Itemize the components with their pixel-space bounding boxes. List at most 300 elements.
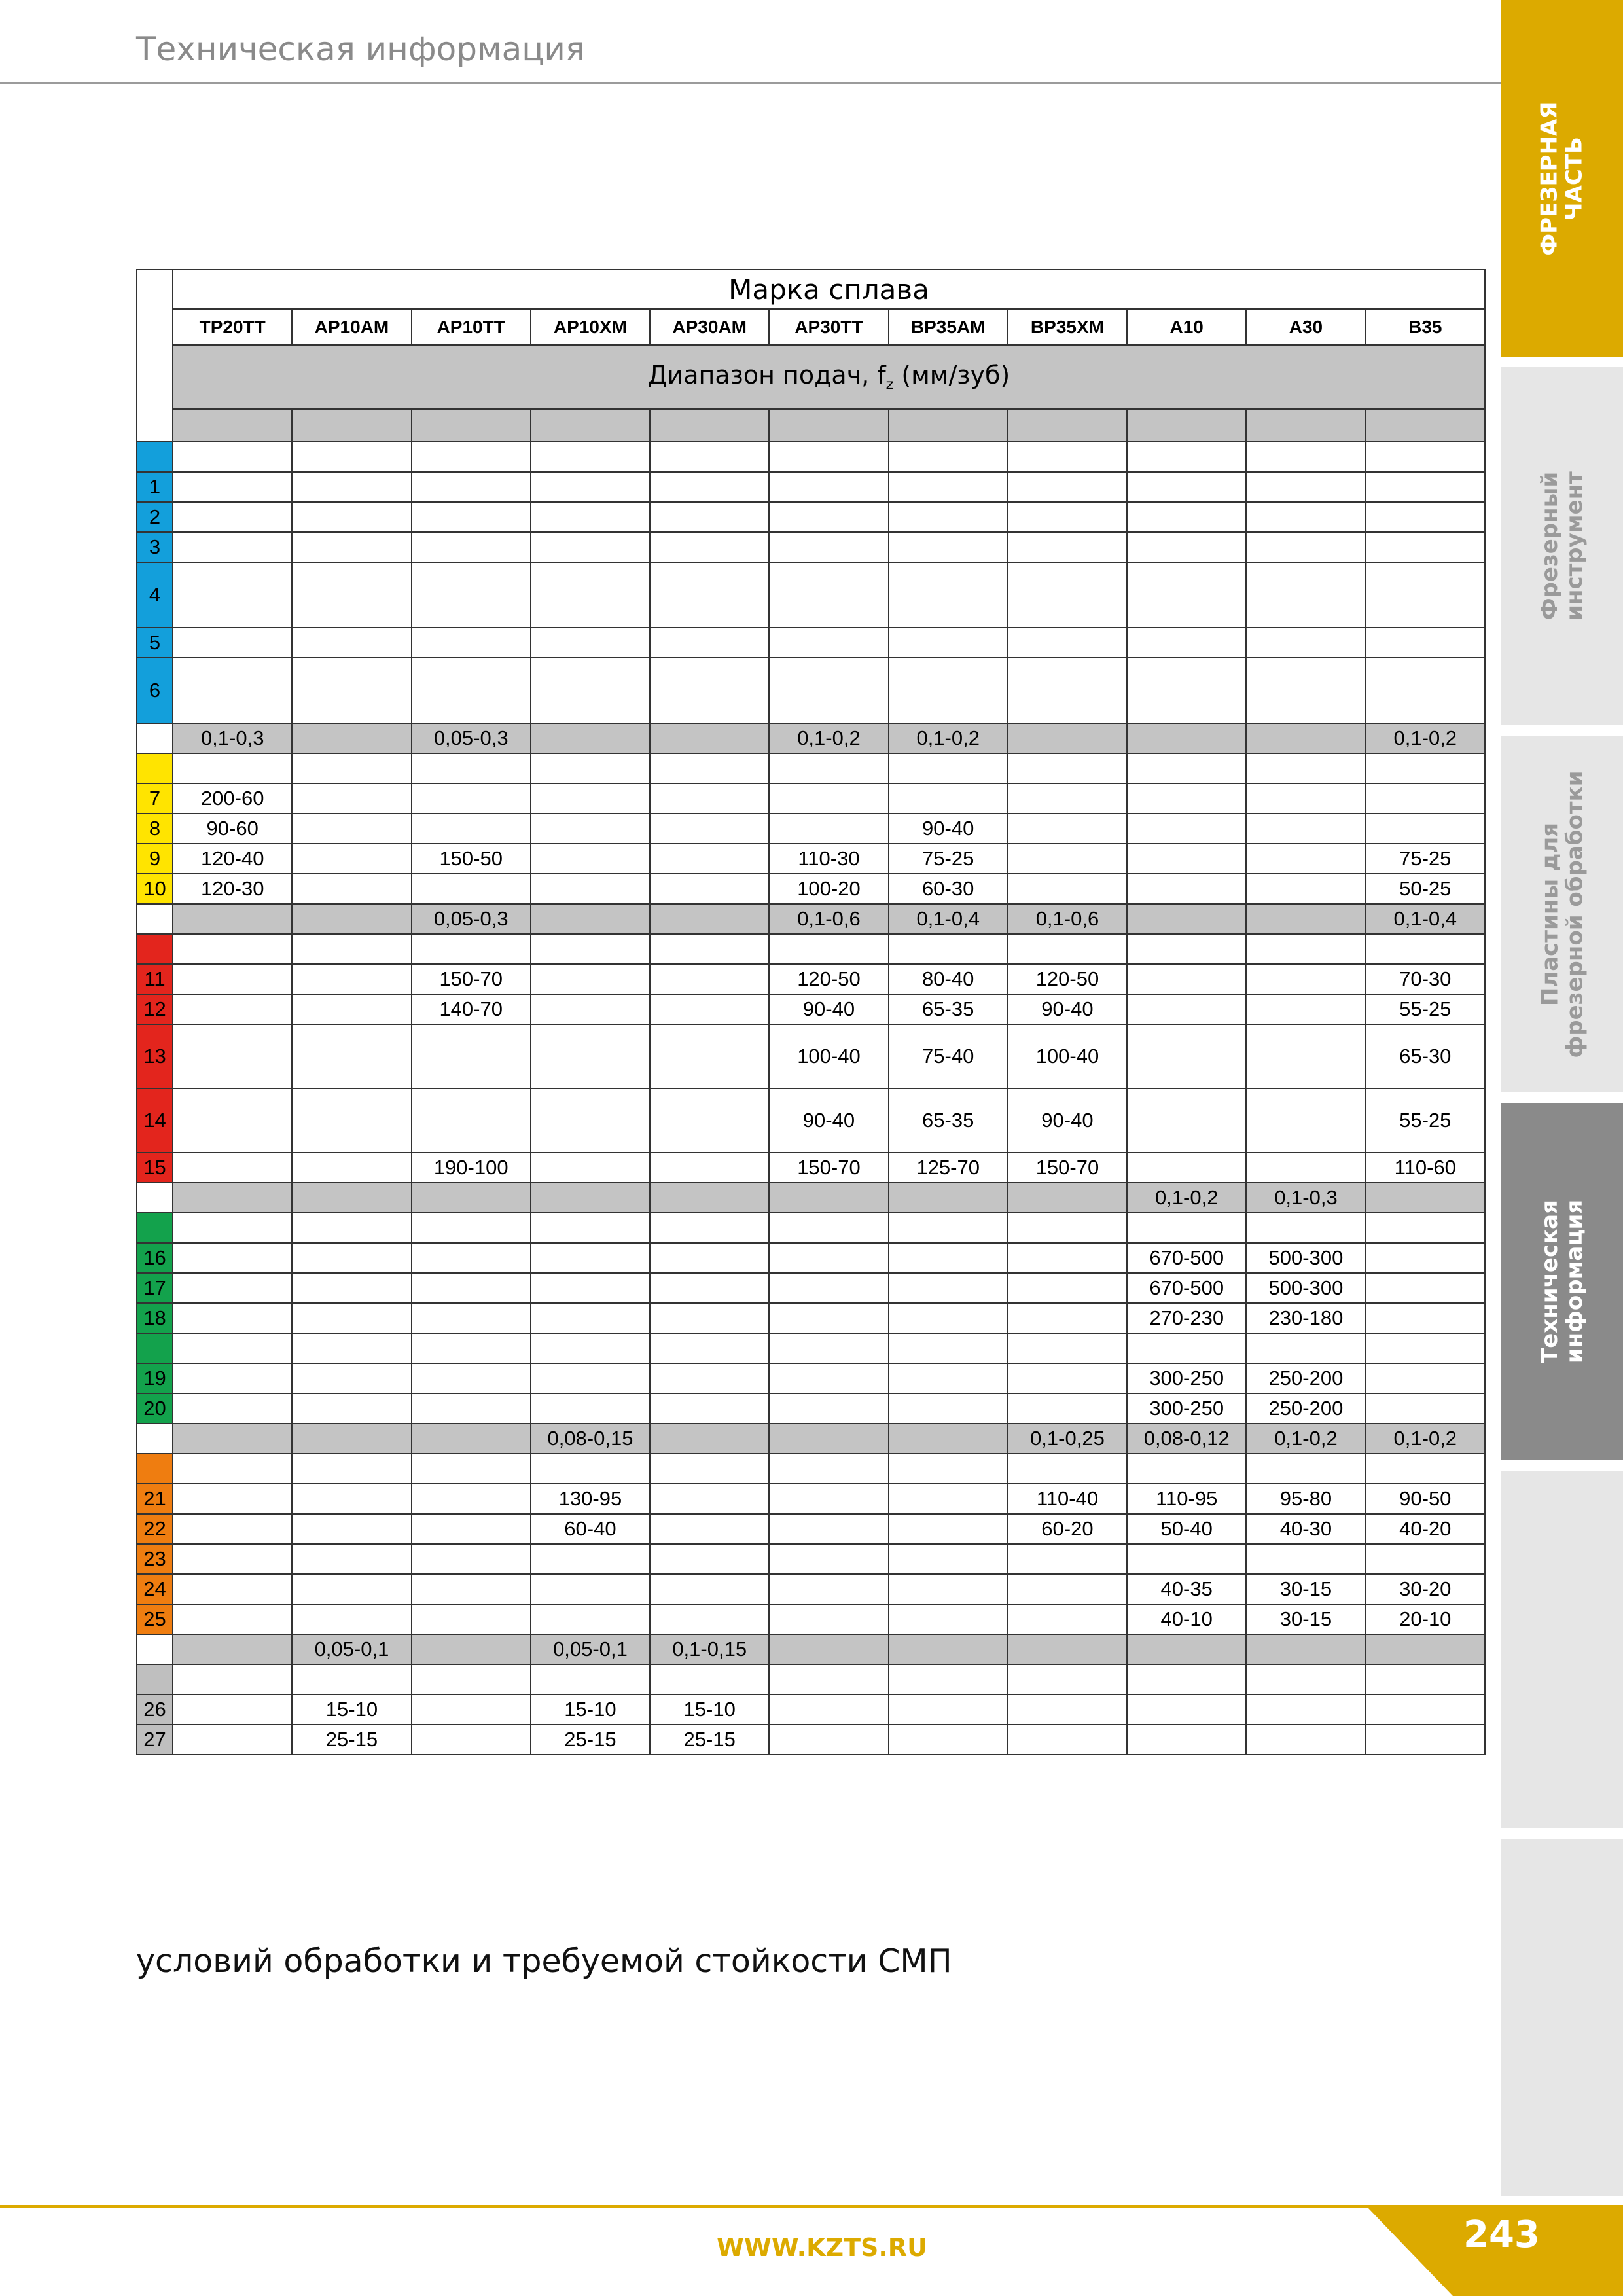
value-cell: 150-70 bbox=[769, 1153, 888, 1183]
range-row-marker bbox=[137, 723, 173, 753]
value-cell bbox=[1366, 1243, 1485, 1273]
table-row bbox=[137, 1273, 1485, 1303]
value-cell bbox=[1127, 844, 1246, 874]
footer-divider bbox=[0, 2205, 1623, 2208]
feed-range-cell: 0,1-0,2 bbox=[1366, 723, 1485, 753]
value-cell bbox=[173, 1363, 292, 1393]
value-cell bbox=[1008, 844, 1127, 874]
side-tab-milling-tools[interactable] bbox=[1501, 367, 1623, 725]
header-divider bbox=[0, 82, 1501, 84]
empty-cell bbox=[531, 442, 650, 472]
value-cell: 25-15 bbox=[650, 1725, 769, 1755]
row-number: 15 bbox=[137, 1153, 173, 1183]
subtitle-subscript: z bbox=[885, 376, 894, 393]
value-cell bbox=[412, 1363, 531, 1393]
feed-range-cell bbox=[173, 1424, 292, 1454]
value-cell bbox=[1008, 814, 1127, 844]
value-cell bbox=[1366, 472, 1485, 502]
value-cell bbox=[650, 1393, 769, 1424]
value-cell bbox=[1008, 1604, 1127, 1634]
table-row bbox=[137, 814, 1485, 844]
column-header: А10 bbox=[1127, 309, 1246, 345]
empty-cell bbox=[769, 753, 888, 783]
row-number: 20 bbox=[137, 1393, 173, 1424]
empty-cell bbox=[412, 753, 531, 783]
feed-range-cell: 0,05-0,1 bbox=[292, 1634, 411, 1664]
side-tab-milling-part[interactable] bbox=[1501, 0, 1623, 357]
table-row bbox=[137, 1243, 1485, 1273]
value-cell bbox=[1246, 472, 1365, 502]
empty-cell bbox=[531, 1664, 650, 1695]
empty-cell bbox=[412, 1454, 531, 1484]
spacer-row bbox=[137, 934, 1485, 964]
value-cell bbox=[650, 1514, 769, 1544]
page-header-title: Техническая информация bbox=[136, 30, 585, 68]
empty-cell bbox=[173, 1454, 292, 1484]
value-cell bbox=[769, 1695, 888, 1725]
value-cell bbox=[1127, 532, 1246, 562]
value-cell bbox=[769, 1303, 888, 1333]
subtitle-text: Диапазон подач, f bbox=[647, 361, 886, 390]
value-cell bbox=[173, 994, 292, 1024]
separator-cell bbox=[292, 409, 411, 442]
value-cell bbox=[889, 1484, 1008, 1514]
separator-cell bbox=[1366, 409, 1485, 442]
table-subtitle bbox=[173, 345, 1485, 409]
value-cell bbox=[412, 874, 531, 904]
empty-cell bbox=[1008, 1333, 1127, 1363]
feed-range-cell: 0,08-0,15 bbox=[531, 1424, 650, 1454]
empty-cell bbox=[1246, 753, 1365, 783]
empty-cell bbox=[531, 934, 650, 964]
value-cell: 90-40 bbox=[889, 814, 1008, 844]
table-row bbox=[137, 628, 1485, 658]
feed-range-cell: 0,1-0,2 bbox=[769, 723, 888, 753]
feed-range-cell: 0,1-0,2 bbox=[1127, 1183, 1246, 1213]
value-cell bbox=[531, 628, 650, 658]
row-number: 9 bbox=[137, 844, 173, 874]
feed-range-cell bbox=[769, 1634, 888, 1664]
value-cell bbox=[412, 783, 531, 814]
empty-cell bbox=[292, 1664, 411, 1695]
value-cell: 80-40 bbox=[889, 964, 1008, 994]
table-row bbox=[137, 1725, 1485, 1755]
empty-cell bbox=[173, 1213, 292, 1243]
value-cell bbox=[1366, 1273, 1485, 1303]
empty-cell bbox=[650, 1664, 769, 1695]
empty-cell bbox=[889, 442, 1008, 472]
value-cell bbox=[531, 1243, 650, 1273]
value-cell bbox=[1127, 964, 1246, 994]
value-cell bbox=[1246, 1024, 1365, 1088]
feed-range-row bbox=[137, 1634, 1485, 1664]
value-cell bbox=[1127, 874, 1246, 904]
empty-cell bbox=[1008, 753, 1127, 783]
empty-cell bbox=[1008, 442, 1127, 472]
empty-cell bbox=[292, 753, 411, 783]
empty-cell bbox=[412, 1213, 531, 1243]
empty-cell bbox=[650, 442, 769, 472]
side-tab-inserts[interactable] bbox=[1501, 736, 1623, 1092]
page-number: 243 bbox=[1463, 2214, 1540, 2256]
table-row bbox=[137, 874, 1485, 904]
value-cell bbox=[650, 628, 769, 658]
value-cell: 150-50 bbox=[412, 844, 531, 874]
empty-cell bbox=[889, 934, 1008, 964]
empty-cell bbox=[1127, 753, 1246, 783]
table-row bbox=[137, 1303, 1485, 1333]
value-cell bbox=[531, 562, 650, 628]
row-number: 16 bbox=[137, 1243, 173, 1273]
empty-cell bbox=[412, 442, 531, 472]
value-cell: 250-200 bbox=[1246, 1393, 1365, 1424]
value-cell bbox=[769, 1574, 888, 1604]
value-cell: 90-40 bbox=[769, 994, 888, 1024]
value-cell: 100-40 bbox=[1008, 1024, 1127, 1088]
value-cell bbox=[412, 562, 531, 628]
feed-range-cell bbox=[173, 904, 292, 934]
value-cell: 300-250 bbox=[1127, 1393, 1246, 1424]
feed-range-cell bbox=[769, 1183, 888, 1213]
table-row bbox=[137, 1393, 1485, 1424]
value-cell: 55-25 bbox=[1366, 994, 1485, 1024]
table-row bbox=[137, 994, 1485, 1024]
row-number: 17 bbox=[137, 1273, 173, 1303]
row-number: 7 bbox=[137, 783, 173, 814]
feed-range-cell bbox=[412, 1183, 531, 1213]
value-cell bbox=[1008, 874, 1127, 904]
value-cell bbox=[889, 472, 1008, 502]
value-cell: 90-40 bbox=[769, 1088, 888, 1153]
empty-cell bbox=[1246, 1213, 1365, 1243]
feed-range-cell bbox=[531, 1183, 650, 1213]
value-cell bbox=[292, 1363, 411, 1393]
feed-rate-table-container bbox=[136, 269, 1486, 1807]
value-cell bbox=[1008, 472, 1127, 502]
value-cell bbox=[531, 1303, 650, 1333]
value-cell: 65-30 bbox=[1366, 1024, 1485, 1088]
column-header: АР10ТТ bbox=[412, 309, 531, 345]
value-cell bbox=[412, 628, 531, 658]
value-cell: 120-50 bbox=[1008, 964, 1127, 994]
value-cell bbox=[1127, 994, 1246, 1024]
value-cell bbox=[173, 1514, 292, 1544]
feed-range-row bbox=[137, 1424, 1485, 1454]
value-cell bbox=[1246, 562, 1365, 628]
value-cell bbox=[173, 472, 292, 502]
value-cell bbox=[650, 1484, 769, 1514]
value-cell bbox=[531, 1363, 650, 1393]
table-row bbox=[137, 1574, 1485, 1604]
spacer-row bbox=[137, 442, 1485, 472]
feed-range-cell: 0,08-0,12 bbox=[1127, 1424, 1246, 1454]
value-cell bbox=[769, 562, 888, 628]
empty-cell bbox=[173, 442, 292, 472]
empty-cell bbox=[769, 442, 888, 472]
value-cell: 670-500 bbox=[1127, 1273, 1246, 1303]
value-cell: 190-100 bbox=[412, 1153, 531, 1183]
value-cell bbox=[650, 1363, 769, 1393]
value-cell bbox=[889, 1243, 1008, 1273]
value-cell bbox=[650, 1273, 769, 1303]
empty-cell bbox=[1366, 934, 1485, 964]
value-cell bbox=[292, 1544, 411, 1574]
feed-range-cell bbox=[412, 1634, 531, 1664]
side-tab-empty[interactable] bbox=[1501, 1471, 1623, 1828]
row-number: 21 bbox=[137, 1484, 173, 1514]
empty-cell bbox=[173, 1664, 292, 1695]
value-cell: 90-50 bbox=[1366, 1484, 1485, 1514]
empty-cell bbox=[889, 1213, 1008, 1243]
value-cell bbox=[1127, 783, 1246, 814]
value-cell bbox=[1008, 1544, 1127, 1574]
value-cell bbox=[292, 964, 411, 994]
empty-cell bbox=[1366, 442, 1485, 472]
value-cell bbox=[292, 1604, 411, 1634]
value-cell bbox=[1366, 1544, 1485, 1574]
value-cell bbox=[1127, 1725, 1246, 1755]
value-cell bbox=[1008, 1303, 1127, 1333]
feed-range-cell bbox=[650, 904, 769, 934]
value-cell bbox=[889, 628, 1008, 658]
value-cell bbox=[1366, 1363, 1485, 1393]
value-cell bbox=[292, 844, 411, 874]
empty-cell bbox=[889, 1333, 1008, 1363]
value-cell bbox=[1366, 783, 1485, 814]
value-cell: 110-60 bbox=[1366, 1153, 1485, 1183]
feed-range-cell bbox=[1366, 1183, 1485, 1213]
value-cell bbox=[889, 1725, 1008, 1755]
value-cell bbox=[1246, 628, 1365, 658]
value-cell bbox=[173, 1393, 292, 1424]
table-row bbox=[137, 1514, 1485, 1544]
table-row bbox=[137, 1153, 1485, 1183]
value-cell bbox=[650, 1544, 769, 1574]
value-cell bbox=[412, 1514, 531, 1544]
value-cell bbox=[173, 964, 292, 994]
value-cell: 95-80 bbox=[1246, 1484, 1365, 1514]
value-cell bbox=[769, 1363, 888, 1393]
separator-cell bbox=[1008, 409, 1127, 442]
empty-cell bbox=[1008, 1213, 1127, 1243]
feed-range-cell: 0,1-0,15 bbox=[650, 1634, 769, 1664]
value-cell bbox=[1366, 1695, 1485, 1725]
value-cell bbox=[292, 1024, 411, 1088]
side-tab-empty[interactable] bbox=[1501, 1839, 1623, 2196]
value-cell: 30-15 bbox=[1246, 1574, 1365, 1604]
value-cell bbox=[769, 1393, 888, 1424]
value-cell bbox=[173, 1024, 292, 1088]
value-cell bbox=[292, 874, 411, 904]
side-tab-technical-info[interactable] bbox=[1501, 1103, 1623, 1460]
table-row bbox=[137, 1088, 1485, 1153]
value-cell: 110-30 bbox=[769, 844, 888, 874]
value-cell: 230-180 bbox=[1246, 1303, 1365, 1333]
separator-cell bbox=[412, 409, 531, 442]
value-cell: 75-40 bbox=[889, 1024, 1008, 1088]
row-number: 13 bbox=[137, 1024, 173, 1088]
empty-cell bbox=[531, 753, 650, 783]
value-cell: 150-70 bbox=[412, 964, 531, 994]
value-cell bbox=[292, 562, 411, 628]
value-cell bbox=[1246, 964, 1365, 994]
value-cell bbox=[412, 1695, 531, 1725]
row-number-header bbox=[137, 270, 173, 442]
value-cell bbox=[769, 472, 888, 502]
value-cell: 250-200 bbox=[1246, 1363, 1365, 1393]
value-cell bbox=[1127, 562, 1246, 628]
table-row bbox=[137, 658, 1485, 723]
feed-range-row bbox=[137, 1183, 1485, 1213]
empty-cell bbox=[1366, 753, 1485, 783]
value-cell: 300-250 bbox=[1127, 1363, 1246, 1393]
table-row bbox=[137, 1363, 1485, 1393]
value-cell bbox=[1008, 628, 1127, 658]
empty-cell bbox=[1127, 1664, 1246, 1695]
value-cell bbox=[531, 994, 650, 1024]
value-cell bbox=[1127, 1024, 1246, 1088]
empty-cell bbox=[650, 1213, 769, 1243]
feed-range-cell: 0,1-0,25 bbox=[1008, 1424, 1127, 1454]
separator-cell bbox=[531, 409, 650, 442]
spacer-row bbox=[137, 1454, 1485, 1484]
feed-range-cell: 0,1-0,2 bbox=[889, 723, 1008, 753]
value-cell: 200-60 bbox=[173, 783, 292, 814]
empty-cell bbox=[1366, 1333, 1485, 1363]
value-cell bbox=[769, 532, 888, 562]
value-cell: 75-25 bbox=[889, 844, 1008, 874]
value-cell bbox=[531, 532, 650, 562]
empty-cell bbox=[531, 1454, 650, 1484]
value-cell bbox=[531, 502, 650, 532]
value-cell bbox=[412, 1574, 531, 1604]
value-cell bbox=[1008, 1695, 1127, 1725]
row-number: 4 bbox=[137, 562, 173, 628]
row-number: 12 bbox=[137, 994, 173, 1024]
header-separator-row bbox=[137, 409, 1485, 442]
value-cell bbox=[412, 1604, 531, 1634]
empty-cell bbox=[412, 1333, 531, 1363]
row-number: 19 bbox=[137, 1363, 173, 1393]
value-cell bbox=[889, 562, 1008, 628]
value-cell bbox=[889, 1695, 1008, 1725]
value-cell bbox=[173, 1243, 292, 1273]
footer-website-link[interactable]: WWW.KZTS.RU bbox=[717, 2233, 927, 2262]
value-cell bbox=[1366, 658, 1485, 723]
value-cell bbox=[650, 844, 769, 874]
empty-cell bbox=[1127, 934, 1246, 964]
value-cell bbox=[412, 1725, 531, 1755]
value-cell bbox=[889, 1544, 1008, 1574]
value-cell bbox=[650, 1024, 769, 1088]
value-cell bbox=[1246, 844, 1365, 874]
value-cell bbox=[1127, 1153, 1246, 1183]
value-cell bbox=[531, 1273, 650, 1303]
value-cell bbox=[650, 1574, 769, 1604]
feed-range-cell bbox=[889, 1183, 1008, 1213]
row-number: 23 bbox=[137, 1544, 173, 1574]
value-cell bbox=[412, 1393, 531, 1424]
value-cell: 670-500 bbox=[1127, 1243, 1246, 1273]
range-row-marker bbox=[137, 1634, 173, 1664]
feed-range-cell bbox=[1008, 723, 1127, 753]
value-cell bbox=[1008, 1725, 1127, 1755]
feed-range-cell bbox=[889, 1424, 1008, 1454]
table-row bbox=[137, 964, 1485, 994]
table-row bbox=[137, 502, 1485, 532]
feed-range-row bbox=[137, 904, 1485, 934]
separator-cell bbox=[889, 409, 1008, 442]
row-number: 5 bbox=[137, 628, 173, 658]
value-cell bbox=[889, 502, 1008, 532]
value-cell: 140-70 bbox=[412, 994, 531, 1024]
feed-range-cell bbox=[650, 1183, 769, 1213]
value-cell bbox=[173, 1725, 292, 1755]
value-cell bbox=[1366, 1393, 1485, 1424]
value-cell bbox=[412, 532, 531, 562]
row-number: 27 bbox=[137, 1725, 173, 1755]
column-header: АР10АМ bbox=[292, 309, 411, 345]
row-number: 6 bbox=[137, 658, 173, 723]
empty-cell bbox=[173, 934, 292, 964]
value-cell: 90-40 bbox=[1008, 994, 1127, 1024]
value-cell bbox=[769, 783, 888, 814]
value-cell bbox=[173, 1574, 292, 1604]
value-cell bbox=[650, 1604, 769, 1634]
group-color-cell bbox=[137, 442, 173, 472]
value-cell bbox=[292, 1484, 411, 1514]
table-subtitle-row bbox=[137, 345, 1485, 409]
empty-cell bbox=[769, 1664, 888, 1695]
value-cell bbox=[650, 1088, 769, 1153]
table-row bbox=[137, 783, 1485, 814]
row-number: 1 bbox=[137, 472, 173, 502]
empty-cell bbox=[1246, 1664, 1365, 1695]
value-cell bbox=[292, 1153, 411, 1183]
value-cell bbox=[531, 1088, 650, 1153]
feed-range-cell: 0,1-0,6 bbox=[1008, 904, 1127, 934]
empty-cell bbox=[650, 1333, 769, 1363]
value-cell bbox=[292, 783, 411, 814]
feed-range-cell: 0,1-0,6 bbox=[769, 904, 888, 934]
value-cell bbox=[531, 964, 650, 994]
feed-range-cell bbox=[531, 723, 650, 753]
value-cell bbox=[292, 502, 411, 532]
value-cell bbox=[1366, 502, 1485, 532]
table-row bbox=[137, 562, 1485, 628]
value-cell bbox=[889, 1303, 1008, 1333]
feed-range-cell: 0,1-0,3 bbox=[1246, 1183, 1365, 1213]
value-cell bbox=[1008, 783, 1127, 814]
value-cell: 125-70 bbox=[889, 1153, 1008, 1183]
value-cell bbox=[1246, 874, 1365, 904]
value-cell: 110-95 bbox=[1127, 1484, 1246, 1514]
empty-cell bbox=[1127, 442, 1246, 472]
feed-range-cell bbox=[292, 904, 411, 934]
subtitle-unit: (мм/зуб) bbox=[893, 361, 1010, 390]
value-cell bbox=[889, 532, 1008, 562]
value-cell: 30-15 bbox=[1246, 1604, 1365, 1634]
value-cell bbox=[1008, 1393, 1127, 1424]
empty-cell bbox=[412, 1664, 531, 1695]
value-cell bbox=[650, 814, 769, 844]
empty-cell bbox=[769, 1454, 888, 1484]
value-cell bbox=[650, 502, 769, 532]
value-cell: 100-40 bbox=[769, 1024, 888, 1088]
value-cell bbox=[889, 1514, 1008, 1544]
feed-range-cell bbox=[650, 723, 769, 753]
value-cell: 150-70 bbox=[1008, 1153, 1127, 1183]
